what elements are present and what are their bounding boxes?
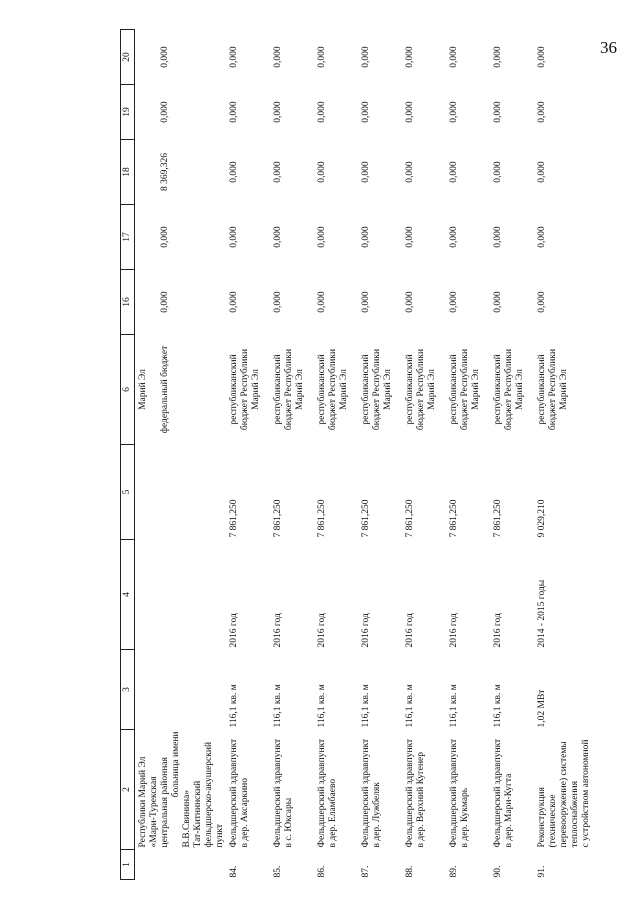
column-header: 4	[121, 540, 135, 650]
name-line: «Мари-Турекская	[149, 776, 159, 848]
name-line: В.В.Свинина»	[182, 789, 192, 848]
name-line: Фельдшерский здравпункт	[229, 738, 239, 848]
row-number-cell: 86.	[317, 865, 327, 878]
cost-cell: 7 861,250	[273, 499, 283, 538]
name-line: Фельдшерский здравпункт	[317, 738, 327, 848]
capacity-cell: 116,1 кв. м	[405, 684, 415, 728]
source-line: Марий Эл	[383, 369, 393, 410]
object-name-cell	[226, 730, 270, 850]
value-16-cell: 0,000	[361, 291, 371, 313]
source-line: республиканский	[229, 354, 239, 425]
row-number-cell: 87.	[361, 865, 371, 878]
source-line: республиканский	[537, 354, 547, 425]
name-line: Фельдшерский здравпункт	[449, 738, 459, 848]
object-name-cell	[446, 730, 490, 850]
table-row	[490, 30, 534, 880]
source-line: Марий Эл	[471, 369, 481, 410]
source-line: республиканский	[273, 354, 283, 425]
value-20-cell: 0,000	[537, 46, 547, 68]
source-cell	[358, 335, 402, 445]
column-header: 3	[121, 650, 135, 730]
row-number-cell: 89.	[449, 865, 459, 878]
table-row	[358, 30, 402, 880]
column-number-header-row	[121, 30, 135, 880]
period-cell: 2016 год	[493, 613, 503, 648]
continuation-row	[135, 30, 227, 880]
row-number-cell: 85.	[273, 865, 283, 878]
value-17-cell: 0,000	[273, 226, 283, 248]
value-20-cell: 0,000	[405, 46, 415, 68]
value-19-cell: 0,000	[273, 101, 283, 123]
source-line: республиканский	[405, 354, 415, 425]
source-cell	[446, 335, 490, 445]
row-number-cell: 84.	[229, 865, 239, 878]
name-line: фельдшерско-акушерский	[204, 741, 214, 848]
value-18-cell: 0,000	[229, 161, 239, 183]
cost-cell: 7 861,250	[229, 499, 239, 538]
source-line: республиканский	[493, 354, 503, 425]
spacer	[138, 32, 149, 83]
name-line: в дер. Еламбаево	[328, 778, 338, 848]
value-19-cell: 0,000	[537, 101, 547, 123]
capacity-cell: 1,02 МВт	[537, 689, 547, 728]
source-spacer	[149, 337, 160, 443]
source-cell	[226, 335, 270, 445]
source-federal: федеральный бюджет	[160, 345, 170, 434]
source-cell	[534, 335, 592, 445]
source-line: Марий Эл	[251, 369, 261, 410]
name-line: пункт	[215, 823, 225, 848]
period-cell: 2016 год	[405, 613, 415, 648]
value-18-cell: 0,000	[361, 161, 371, 183]
column-header: 6	[121, 335, 135, 445]
page-number: 36	[600, 38, 617, 57]
name-line: (техническое	[548, 794, 558, 848]
value-16: 0,000	[160, 291, 170, 313]
source-cell	[402, 335, 446, 445]
capacity-cell: 116,1 кв. м	[317, 684, 327, 728]
source-line: бюджет Республики	[328, 348, 338, 431]
value-20-cell: 0,000	[273, 46, 283, 68]
name-line: в с. Юксары	[284, 797, 294, 848]
value-16-cell: 0,000	[449, 291, 459, 313]
capacity-cell: 116,1 кв. м	[449, 684, 459, 728]
source-line: бюджет Республики	[284, 348, 294, 431]
budget-table	[120, 29, 592, 880]
period-cell: 2016 год	[361, 613, 371, 648]
name-line: Фельдшерский здравпункт	[405, 738, 415, 848]
source-cell	[490, 335, 534, 445]
period-cell: 2014 - 2015 годы	[537, 579, 547, 648]
capacity-cell: 116,1 кв. м	[361, 684, 371, 728]
name-line: в дер. Лужбеляк	[372, 782, 382, 848]
source-line: бюджет Республики	[240, 348, 250, 431]
value-20-cell: 0,000	[493, 46, 503, 68]
name-line: теплоснабжения	[570, 781, 580, 848]
capacity-cell: 116,1 кв. м	[273, 684, 283, 728]
table-row	[226, 30, 270, 880]
value-20: 0,000	[160, 46, 170, 68]
value-16-cell: 0,000	[273, 291, 283, 313]
column-header: 18	[121, 140, 135, 205]
value-18-cell: 0,000	[317, 161, 327, 183]
row-number-cell: 88.	[405, 865, 415, 878]
spacer	[138, 272, 149, 333]
column-header: 1	[121, 850, 135, 880]
source-cell	[314, 335, 358, 445]
cost-cell: 9 029,210	[537, 499, 547, 538]
row-number-cell: 90.	[493, 865, 503, 878]
column-header: 2	[121, 730, 135, 850]
name-line: в дер. Кукмарь	[460, 787, 470, 848]
source-line: Марий Эл	[427, 369, 437, 410]
spacer	[149, 87, 160, 138]
value-20-cell: 0,000	[449, 46, 459, 68]
value-17-cell: 0,000	[537, 226, 547, 248]
column-header: 20	[121, 30, 135, 85]
value-16-cell: 0,000	[537, 291, 547, 313]
source-line: республиканский	[317, 354, 327, 425]
value-17-cell: 0,000	[449, 226, 459, 248]
source-cell	[270, 335, 314, 445]
value-20-cell	[135, 30, 227, 85]
column-header: 17	[121, 205, 135, 270]
value-19-cell: 0,000	[449, 101, 459, 123]
source-line: Марий Эл	[515, 369, 525, 410]
value-18-cell: 0,000	[273, 161, 283, 183]
value-20-cell: 0,000	[361, 46, 371, 68]
spacer	[149, 207, 160, 268]
capacity-cell: 116,1 кв. м	[493, 684, 503, 728]
value-19-cell: 0,000	[361, 101, 371, 123]
table-row	[314, 30, 358, 880]
value-19-cell: 0,000	[493, 101, 503, 123]
value-17-cell: 0,000	[493, 226, 503, 248]
cost-cell: 7 861,250	[449, 499, 459, 538]
period-cell: 2016 год	[273, 613, 283, 648]
name-line: в дер. Аксаркино	[240, 778, 250, 848]
spacer	[138, 207, 149, 268]
value-19-cell: 0,000	[229, 101, 239, 123]
value-16-cell: 0,000	[317, 291, 327, 313]
name-line: больница имени	[171, 731, 181, 798]
rotated-table-wrapper	[120, 30, 591, 880]
value-20-cell: 0,000	[229, 46, 239, 68]
value-19: 0,000	[160, 101, 170, 123]
name-line: Тат-Китнинский	[193, 780, 203, 848]
value-17-cell: 0,000	[405, 226, 415, 248]
cost-cell	[135, 445, 227, 540]
source-line: бюджет Республики	[548, 348, 558, 431]
source-line: бюджет Республики	[416, 348, 426, 431]
spacer	[138, 142, 149, 203]
value-19-cell: 0,000	[317, 101, 327, 123]
column-header: 5	[121, 445, 135, 540]
spacer	[138, 87, 149, 138]
object-name-cell	[490, 730, 534, 850]
source-tail: Марий Эл	[138, 369, 148, 410]
value-19-cell	[135, 85, 227, 140]
name-line: Реконструкция	[537, 787, 547, 848]
spacer	[149, 142, 160, 203]
name-line: в дер. Мари-Кугта	[504, 773, 514, 848]
table-row	[534, 30, 592, 880]
value-18-cell: 0,000	[493, 161, 503, 183]
value-16-cell	[135, 270, 227, 335]
name-line: перевооружение) системы	[559, 741, 569, 848]
value-18-cell: 0,000	[537, 161, 547, 183]
value-18-cell	[135, 140, 227, 205]
table-row	[446, 30, 490, 880]
cost-cell: 7 861,250	[361, 499, 371, 538]
value-19-cell: 0,000	[405, 101, 415, 123]
value-16-cell: 0,000	[493, 291, 503, 313]
period-cell: 2016 год	[317, 613, 327, 648]
object-name-cell	[402, 730, 446, 850]
source-line: Марий Эл	[295, 369, 305, 410]
source-line: бюджет Республики	[504, 348, 514, 431]
name-line: Фельдшерский здравпункт	[361, 738, 371, 848]
cost-cell: 7 861,250	[317, 499, 327, 538]
value-20-cell: 0,000	[317, 46, 327, 68]
object-name-cell	[314, 730, 358, 850]
cost-cell: 7 861,250	[493, 499, 503, 538]
period-cell: 2016 год	[449, 613, 459, 648]
source-line: республиканский	[361, 354, 371, 425]
value-17-cell: 0,000	[229, 226, 239, 248]
name-line: Фельдшерский здравпункт	[273, 738, 283, 848]
source-line: республиканский	[449, 354, 459, 425]
value-16-cell: 0,000	[405, 291, 415, 313]
value-18-cell: 0,000	[449, 161, 459, 183]
name-line: в дер. Верхний Кугенер	[416, 751, 426, 848]
name-line: центральная районная	[160, 757, 170, 848]
continued-name-cell	[135, 730, 227, 850]
spacer	[149, 32, 160, 83]
table-row	[402, 30, 446, 880]
value-18-cell: 0,000	[405, 161, 415, 183]
spacer	[149, 272, 160, 333]
table-row	[270, 30, 314, 880]
source-line: Марий Эл	[559, 369, 569, 410]
source-line: Марий Эл	[339, 369, 349, 410]
value-17: 0,000	[160, 226, 170, 248]
column-header: 19	[121, 85, 135, 140]
object-name-cell	[534, 730, 592, 850]
cost-cell: 7 861,250	[405, 499, 415, 538]
table-body	[135, 30, 593, 880]
object-name-cell	[358, 730, 402, 850]
source-line: бюджет Республики	[460, 348, 470, 431]
source-line: бюджет Республики	[372, 348, 382, 431]
value-18: 8 369,326	[160, 153, 170, 191]
period-cell	[135, 540, 227, 650]
value-17-cell: 0,000	[361, 226, 371, 248]
column-header: 16	[121, 270, 135, 335]
object-name-cell	[270, 730, 314, 850]
name-line: Фельдшерский здравпункт	[493, 738, 503, 848]
source-cell	[135, 335, 227, 445]
row-number-cell	[135, 850, 227, 880]
capacity-cell: 116,1 кв. м	[229, 684, 239, 728]
period-cell: 2016 год	[229, 613, 239, 648]
capacity-cell	[135, 650, 227, 730]
row-number-cell: 91.	[537, 865, 547, 878]
name-line: Республики Марий Эл	[138, 756, 148, 848]
name-line: с устройством автономной	[581, 739, 591, 848]
value-16-cell: 0,000	[229, 291, 239, 313]
value-17-cell	[135, 205, 227, 270]
value-17-cell: 0,000	[317, 226, 327, 248]
